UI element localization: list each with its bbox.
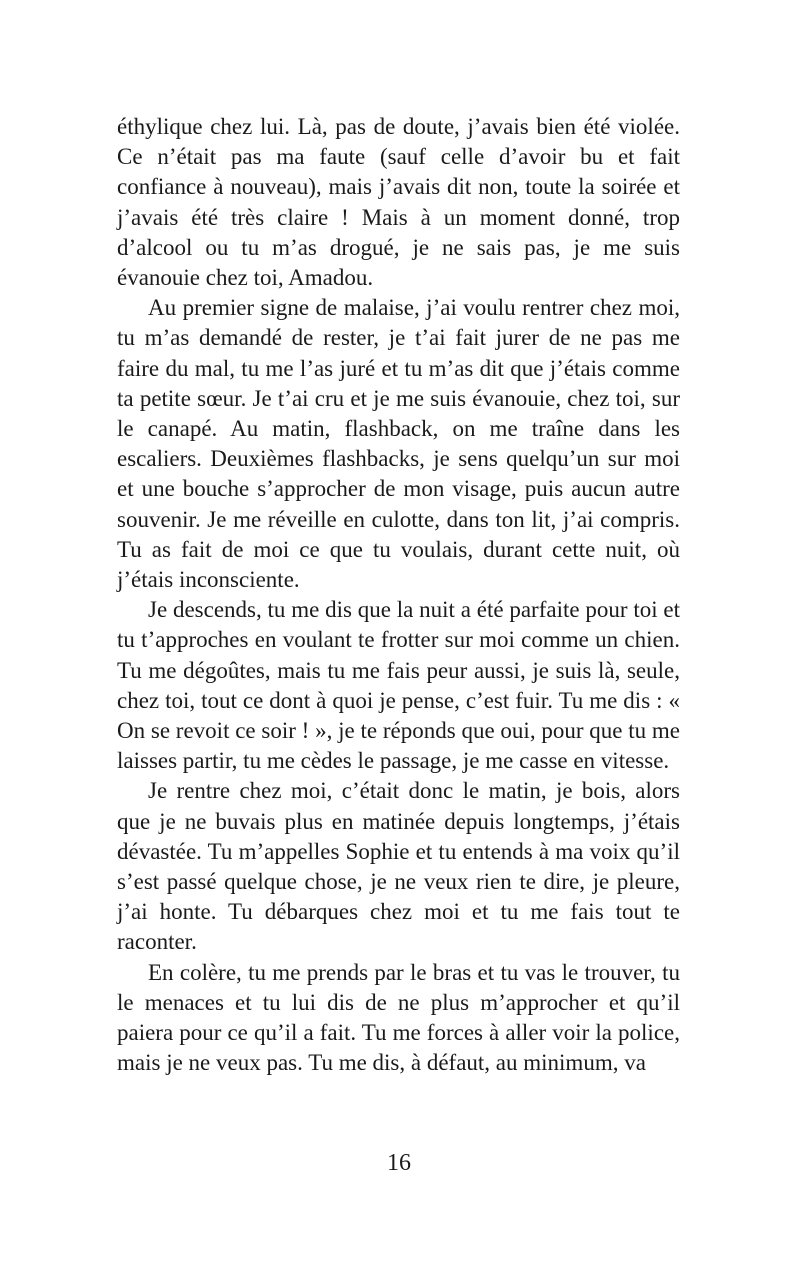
paragraph-2: Au premier signe de malaise, j’ai voulu rentrer chez moi, tu m’as demandé de rester, je t’ai fait jurer de ne pas me faire du mal, tu me l’as juré et tu m’as dit que j’étais comme ta petite sœur. Je t’ai cru et je me suis évanouie, chez toi, sur le canapé. Au matin, flashback, on me traîne dans les escaliers. Deuxièmes flashbacks, je sens quelqu’un sur moi et une bouche s’approcher de mon visage, puis aucun autre souvenir. Je me réveille en culotte, dans ton lit, j’ai compris. Tu as fait de moi ce que tu voulais, durant cette nuit, où j’étais inconsciente. <box>117 295 680 593</box>
paragraph-3: Je descends, tu me dis que la nuit a été parfaite pour toi et tu t’approches en voulant te frotter sur moi comme un chien. Tu me dégoûtes, mais tu me fais peur aussi, je suis là, seule, chez toi, tout ce dont à quoi je pense, c’est fuir. Tu me dis : « On se revoit ce soir ! », je te réponds que oui, pour que tu me laisses partir, tu me cèdes le passage, je me casse en vitesse. <box>117 597 680 774</box>
body-text <box>117 112 680 1079</box>
paragraph-5: En colère, tu me prends par le bras et tu vas le trouver, tu le menaces et tu lui dis de ne plus m’approcher et qu’il paiera pour ce qu’il a fait. Tu me forces à aller voir la police, mais je ne veux pas. Tu me dis, à défaut, au minimum, va <box>117 959 680 1076</box>
paragraph-4: Je rentre chez moi, c’était donc le matin, je bois, alors que je ne buvais plus en matinée depuis longtemps, j’étais dévastée. Tu m’appelles Sophie et tu entends à ma voix qu’il s’est passé quelque chose, je ne veux rien te dire, je pleure, j’ai honte. Tu débarques chez moi et tu me fais tout te raconter. <box>117 778 680 955</box>
page-number: 16 <box>387 1150 411 1176</box>
paragraph-1: éthylique chez lui. Là, pas de doute, j’avais bien été violée. Ce n’était pas ma faute (sauf celle d’avoir bu et fait confiance à nouveau), mais j’avais dit non, toute la soirée et j’avais été très claire ! Mais à un moment donné, trop d’alcool ou tu m’as drogué, je ne sais pas, je me suis évanouie chez toi, Amadou. <box>117 114 680 291</box>
